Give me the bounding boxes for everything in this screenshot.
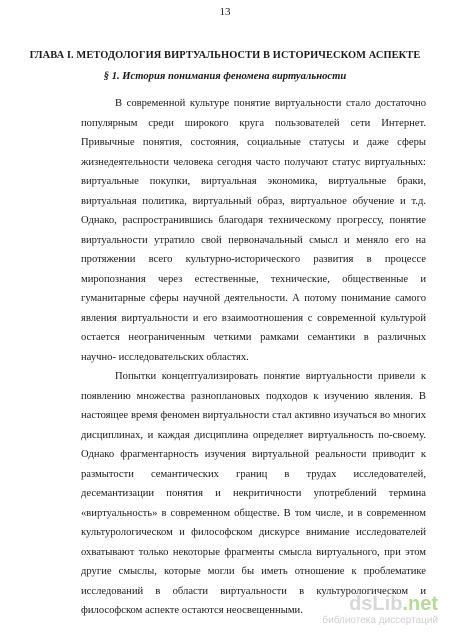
watermark[interactable] [318,593,438,627]
section-title: § 1. История понимания феномена виртуальности [103,71,347,82]
watermark-logo-part2: .net [402,593,438,615]
watermark-logo-part1: dsLib [349,593,403,615]
page-number: 13 [219,6,231,18]
paragraph-2: Попытки концептуализировать понятие виртуальности привели к появлению множества разноплановых подходов к изучению явления. В настоящее время феномен виртуальности стал активно изучаться во многих дисциплинах, и каждая дисциплина определяет виртуальность по-своему. Однако фрагментарность изучения виртуальной реальности приводит к размытости семантических границ в трудах исследователей, десемантизации понятия и некритичности употреблений термина «виртуальность» в современном обществе. В том числе, и в современном культурологическом и философском дискурсе внимание исследователей охватывают только некоторые фрагменты смысла виртуального, при этом другие смыслы, которые могли бы иметь отношение к проблематике исследований в области виртуальности в культурологическом и философском аспекте остаются неосвещенными. [81,371,426,616]
watermark-caption: библиотека диссертаций [322,615,438,626]
body-text [81,94,426,621]
paragraph-1: В современной культуре понятие виртуальности стало достаточно популярным среди широкого круга пользователей сети Интернет. Привычные понятия, состояния, социальные статусы и даже сферы жизнедеятельности человека сегодня часто получают статус виртуальных: виртуальные покупки, виртуальная экономика, виртуальные браки, виртуальная политика, виртуальный образ, виртуальное обучение и т.д. Однако, распространившись благодаря техническому прогрессу, понятие виртуальности утратило свой первоначальный смысл и меняло его на протяжении всего культурно-исторического развития в процессе миропознания через естественные, технические, общественные и гуманитарные сферы научной деятельности. А потому понимание самого явления виртуальности и его взаимоотношения с современной культурой остается неограниченным четкими рамками семантики в различных научно- исследовательских областях. [81,98,426,363]
chapter-title: ГЛАВА I. МЕТОДОЛОГИЯ ВИРТУАЛЬНОСТИ В ИСТОРИЧЕСКОМ АСПЕКТЕ [29,50,421,61]
watermark-logo [318,593,438,615]
